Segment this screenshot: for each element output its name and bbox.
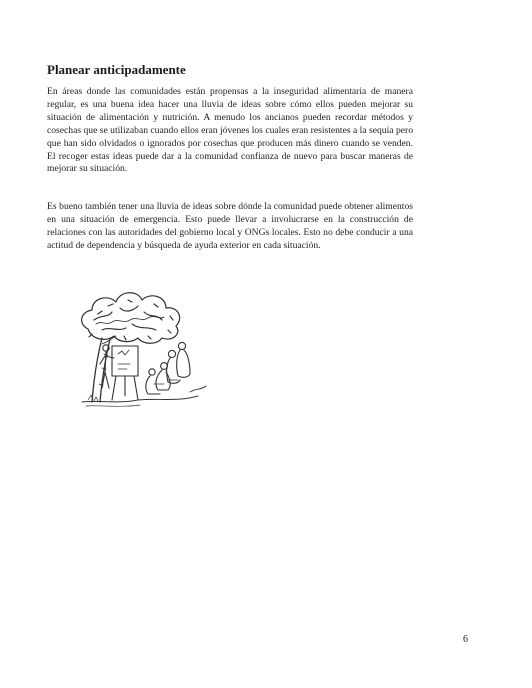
section-heading: Planear anticipadamente: [47, 62, 186, 77]
community-meeting-under-tree-icon: [68, 284, 228, 414]
page-number: 6: [463, 634, 468, 645]
easel-flipchart: [112, 346, 138, 400]
paragraph-1: En áreas donde las comunidades están propensas a la inseguridad alimentaria de manera regular, es una buena idea hacer una lluvia de ideas sobre cómo ellos pueden mejorar su situación de alimentación y nutrición. A menudo los ancianos pueden recordar métodos y cosechas que se utilizaban cuando ellos eran jóvenes los cuales eran resistentes a la sequía pero que han sido olvidados o ignorados por cosechas que producen más dinero cuando se venden. El recoger estas ideas puede dar a la comunidad confianza de nuevo para buscar maneras de mejorar su situación.: [47, 86, 413, 175]
paragraph-2: Es bueno también tener una lluvia de ideas sobre dónde la comunidad puede obtener alimentos en una situación de emergencia. Esto puede llevar a involucrarse en la construcción de relaciones con las autoridades del gobierno local y ONGs locales. Esto no debe conducir a una actitud de dependencia y búsqueda de ayuda exterior en cada situación.: [47, 201, 413, 251]
seated-people-group: [146, 342, 190, 394]
tree-canopy: [82, 293, 180, 344]
